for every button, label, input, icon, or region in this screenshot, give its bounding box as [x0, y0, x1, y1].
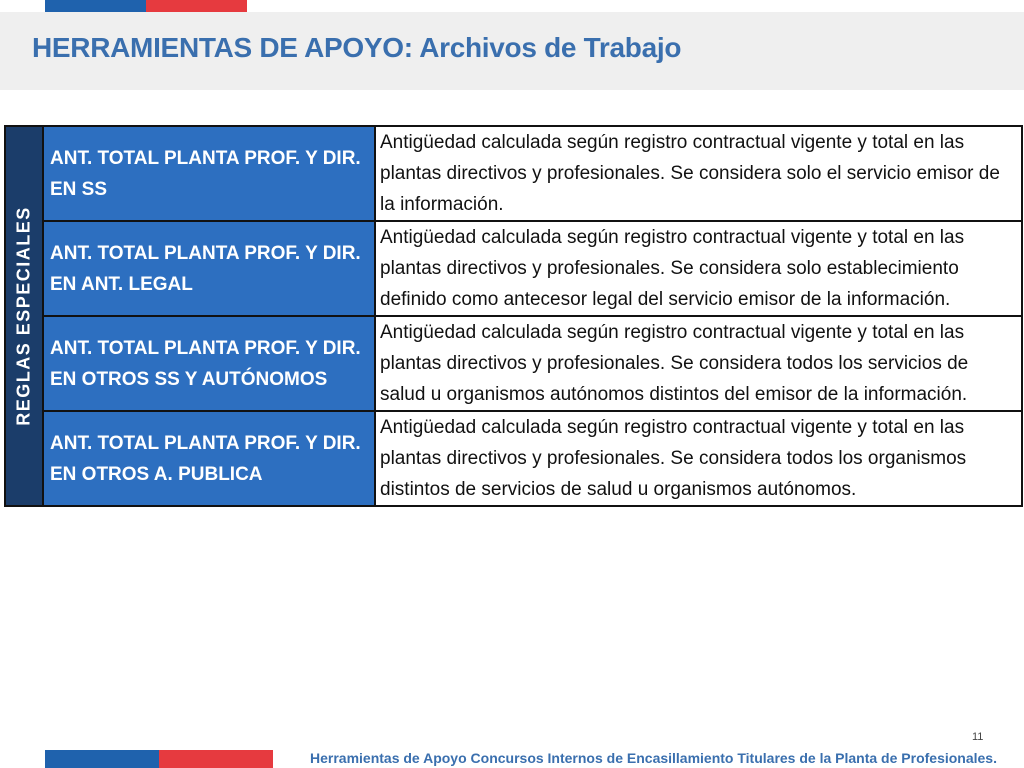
rule-description-cell: Antigüedad calculada según registro contractual vigente y total en las plantas directivos y profesionales. Se considera todos los servicios de salud u organismos autónomos distintos del emisor de la información. [375, 316, 1022, 411]
bottom-brand-bar [45, 750, 273, 768]
rule-name-cell: ANT. TOTAL PLANTA PROF. Y DIR. EN OTROS SS Y AUTÓNOMOS [43, 316, 375, 411]
rule-description-cell: Antigüedad calculada según registro contractual vigente y total en las plantas directivos y profesionales. Se considera todos los organismos distintos de servicios de salud u organismos autónomos. [375, 411, 1022, 506]
rule-name-cell: ANT. TOTAL PLANTA PROF. Y DIR. EN ANT. LEGAL [43, 221, 375, 316]
side-label: REGLAS ESPECIALES [13, 206, 34, 426]
page-title: HERRAMIENTAS DE APOYO: Archivos de Trabajo [32, 32, 682, 63]
top-brand-bar [45, 0, 247, 12]
table-row [5, 411, 1022, 506]
rule-description-cell: Antigüedad calculada según registro contractual vigente y total en las plantas directivos y profesionales. Se considera solo el servicio emisor de la información. [375, 126, 1022, 221]
page-number: 11 [972, 731, 984, 743]
footer-text: Herramientas de Apoyo Concursos Internos de Encasillamiento Titulares de la Planta de Profesionales. [310, 750, 997, 766]
brand-bar-red-segment [159, 750, 273, 768]
table-row [5, 316, 1022, 411]
brand-bar-red-segment [146, 0, 247, 12]
brand-bar-blue-segment [45, 750, 159, 768]
rule-name-cell: ANT. TOTAL PLANTA PROF. Y DIR. EN SS [43, 126, 375, 221]
rule-description-cell: Antigüedad calculada según registro contractual vigente y total en las plantas directivos y profesionales. Se considera solo establecimiento definido como antecesor legal del servicio emisor de la información. [375, 221, 1022, 316]
brand-bar-blue-segment [45, 0, 146, 12]
table-row [5, 221, 1022, 316]
rules-table [4, 125, 1023, 507]
side-label-cell [5, 126, 43, 506]
table-row [5, 126, 1022, 221]
rule-name-cell: ANT. TOTAL PLANTA PROF. Y DIR. EN OTROS A. PUBLICA [43, 411, 375, 506]
